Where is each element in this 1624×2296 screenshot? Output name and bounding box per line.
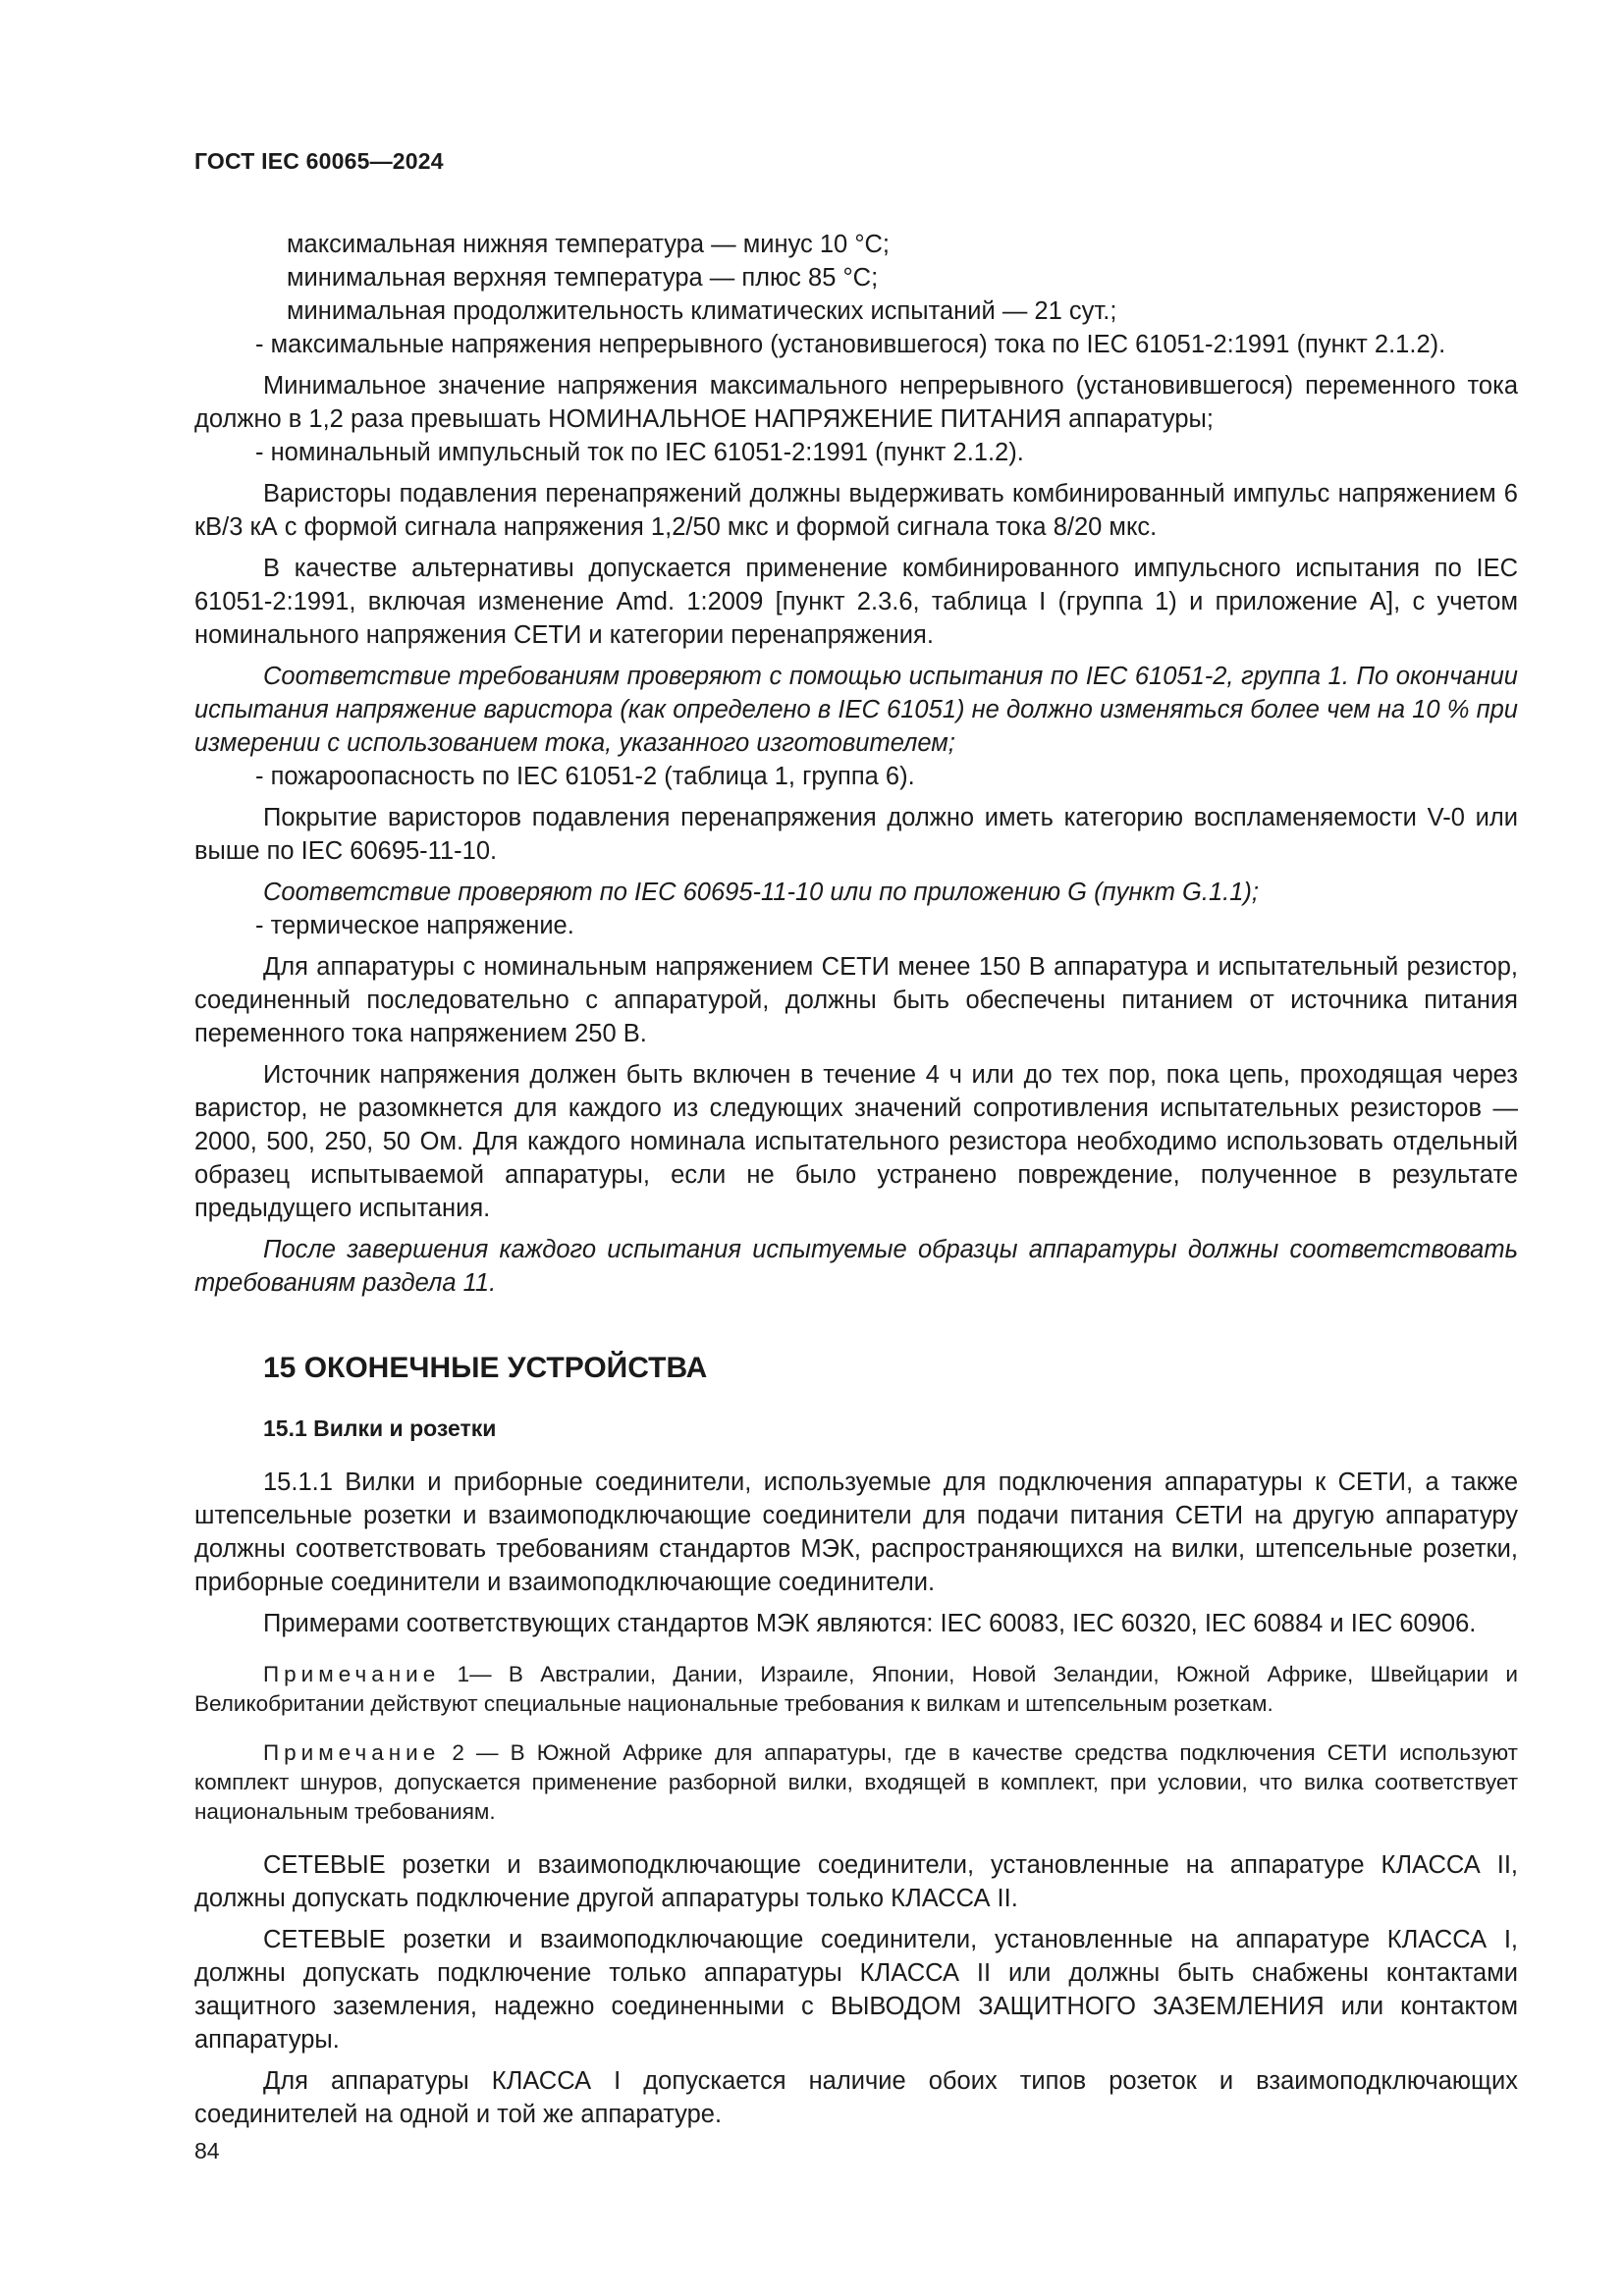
paragraph: минимальная продолжительность климатических испытаний — 21 сут.; [287, 297, 1117, 325]
paragraph: Для аппаратуры КЛАССА I допускается наличие обоих типов розеток и взаимоподключающих соединителей на одной и той же аппаратуре. [194, 2067, 1518, 2128]
compliance-paragraph: Соответствие требованиям проверяют с помощью испытания по IEC 61051-2, группа 1. По окончании испытания напряжение варистора (как определено в IEC 61051) не должно изменяться более чем на 10 % при измерении с использованием тока, указанного изготовителем; [194, 663, 1518, 757]
note-text: — В Южной Африке для аппаратуры, где в качестве средства подключения СЕТИ используют комплект шнуров, допускается применение разборной вилки, входящей в комплект, при условии, что вилка соответствует национальным требованиям. [194, 1740, 1518, 1824]
paragraph: Примерами соответствующих стандартов МЭК являются: IEC 60083, IEC 60320, IEC 60884 и IEC 60906. [263, 1610, 1477, 1637]
note-1 [194, 1660, 1518, 1719]
paragraph: 15.1.1 Вилки и приборные соединители, используемые для подключения аппаратуры к СЕТИ, а также штепсельные розетки и взаимоподключающие соединители для подачи питания СЕТИ на другую аппаратуру должны соответствовать требованиям стандартов МЭК, распространяющихся на вилки, штепсельные розетки, приборные соединители и взаимоподключающие соединители. [194, 1468, 1518, 1596]
paragraph: Источник напряжения должен быть включен в течение 4 ч или до тех пор, пока цепь, проходящая через варистор, не разомкнется для каждого из следующих значений сопротивления испытательных резисторов — 2000, 500, 250, 50 Ом. Для каждого номинала испытательного резистора необходимо использовать отдельный образец испытываемой аппаратуры, если не было устранено повреждение, полученное в результате предыдущего испытания. [194, 1061, 1518, 1222]
note-text: — В Австралии, Дании, Израиле, Японии, Новой Зеландии, Южной Африке, Швейцарии и Великобритании действуют специальные национальные требования к вилкам и штепсельным розеткам. [194, 1662, 1518, 1716]
note-label: Примечание [263, 1662, 441, 1686]
document-header: ГОСТ IEC 60065—2024 [194, 148, 444, 174]
note-number: 1 [457, 1662, 470, 1686]
document-body [194, 228, 1518, 2131]
paragraph: Покрытие варисторов подавления перенапряжения должно иметь категорию воспламеняемости V-0 или выше по IEC 60695-11-10. [194, 804, 1518, 865]
paragraph: Варисторы подавления перенапряжений должны выдерживать комбинированный импульс напряжением 6 кВ/3 кА с формой сигнала напряжения 1,2/50 мкс и формой сигнала тока 8/20 мкс. [194, 480, 1518, 541]
bullet-item: - максимальные напряжения непрерывного (установившегося) тока по IEC 61051-2:1991 (пункт 2.1.2). [255, 331, 1446, 358]
compliance-paragraph: После завершения каждого испытания испытуемые образцы аппаратуры должны соответствовать требованиям раздела 11. [194, 1236, 1518, 1297]
note-label: Примечание [263, 1740, 441, 1765]
paragraph: минимальная верхняя температура — плюс 85 °С; [287, 264, 879, 292]
compliance-paragraph: Соответствие проверяют по IEC 60695-11-10 или по приложению G (пункт G.1.1); [263, 879, 1259, 906]
note-2 [194, 1738, 1518, 1827]
paragraph: СЕТЕВЫЕ розетки и взаимоподключающие соединители, установленные на аппаратуре КЛАССА II, должны допускать подключение другой аппаратуры только КЛАССА II. [194, 1851, 1518, 1912]
bullet-item: - термическое напряжение. [255, 912, 574, 939]
paragraph: Для аппаратуры с номинальным напряжением СЕТИ менее 150 В аппаратура и испытательный резистор, соединенный последовательно с аппаратурой, должны быть обеспечены питанием от источника питания переменного тока напряжением 250 В. [194, 953, 1518, 1047]
subsection-title: 15.1 Вилки и розетки [263, 1415, 497, 1441]
paragraph: СЕТЕВЫЕ розетки и взаимоподключающие соединители, установленные на аппаратуре КЛАССА I, должны допускать подключение только аппаратуры КЛАССА II или должны быть снабжены контактами защитного заземления, надежно соединенными с ВЫВОДОМ ЗАЩИТНОГО ЗАЗЕМЛЕНИЯ или контактом аппаратуры. [194, 1926, 1518, 2054]
paragraph: Минимальное значение напряжения максимального непрерывного (установившегося) переменного тока должно в 1,2 раза превышать НОМИНАЛЬНОЕ НАПРЯЖЕНИЕ ПИТАНИЯ аппаратуры; [194, 372, 1518, 433]
page-number: 84 [194, 2138, 220, 2163]
paragraph: В качестве альтернативы допускается применение комбинированного импульсного испытания по IEC 61051-2:1991, включая изменение Amd. 1:2009 [пункт 2.3.6, таблица I (группа 1) и приложение А], с учетом номинального напряжения СЕТИ и категории перенапряжения. [194, 555, 1518, 649]
section-title: 15 ОКОНЕЧНЫЕ УСТРОЙСТВА [263, 1352, 708, 1384]
paragraph: максимальная нижняя температура — минус 10 °С; [287, 231, 891, 258]
bullet-item: - пожароопасность по IEC 61051-2 (таблица 1, группа 6). [255, 763, 915, 790]
note-number: 2 [452, 1740, 464, 1765]
bullet-item: - номинальный импульсный ток по IEC 61051-2:1991 (пункт 2.1.2). [255, 439, 1024, 466]
